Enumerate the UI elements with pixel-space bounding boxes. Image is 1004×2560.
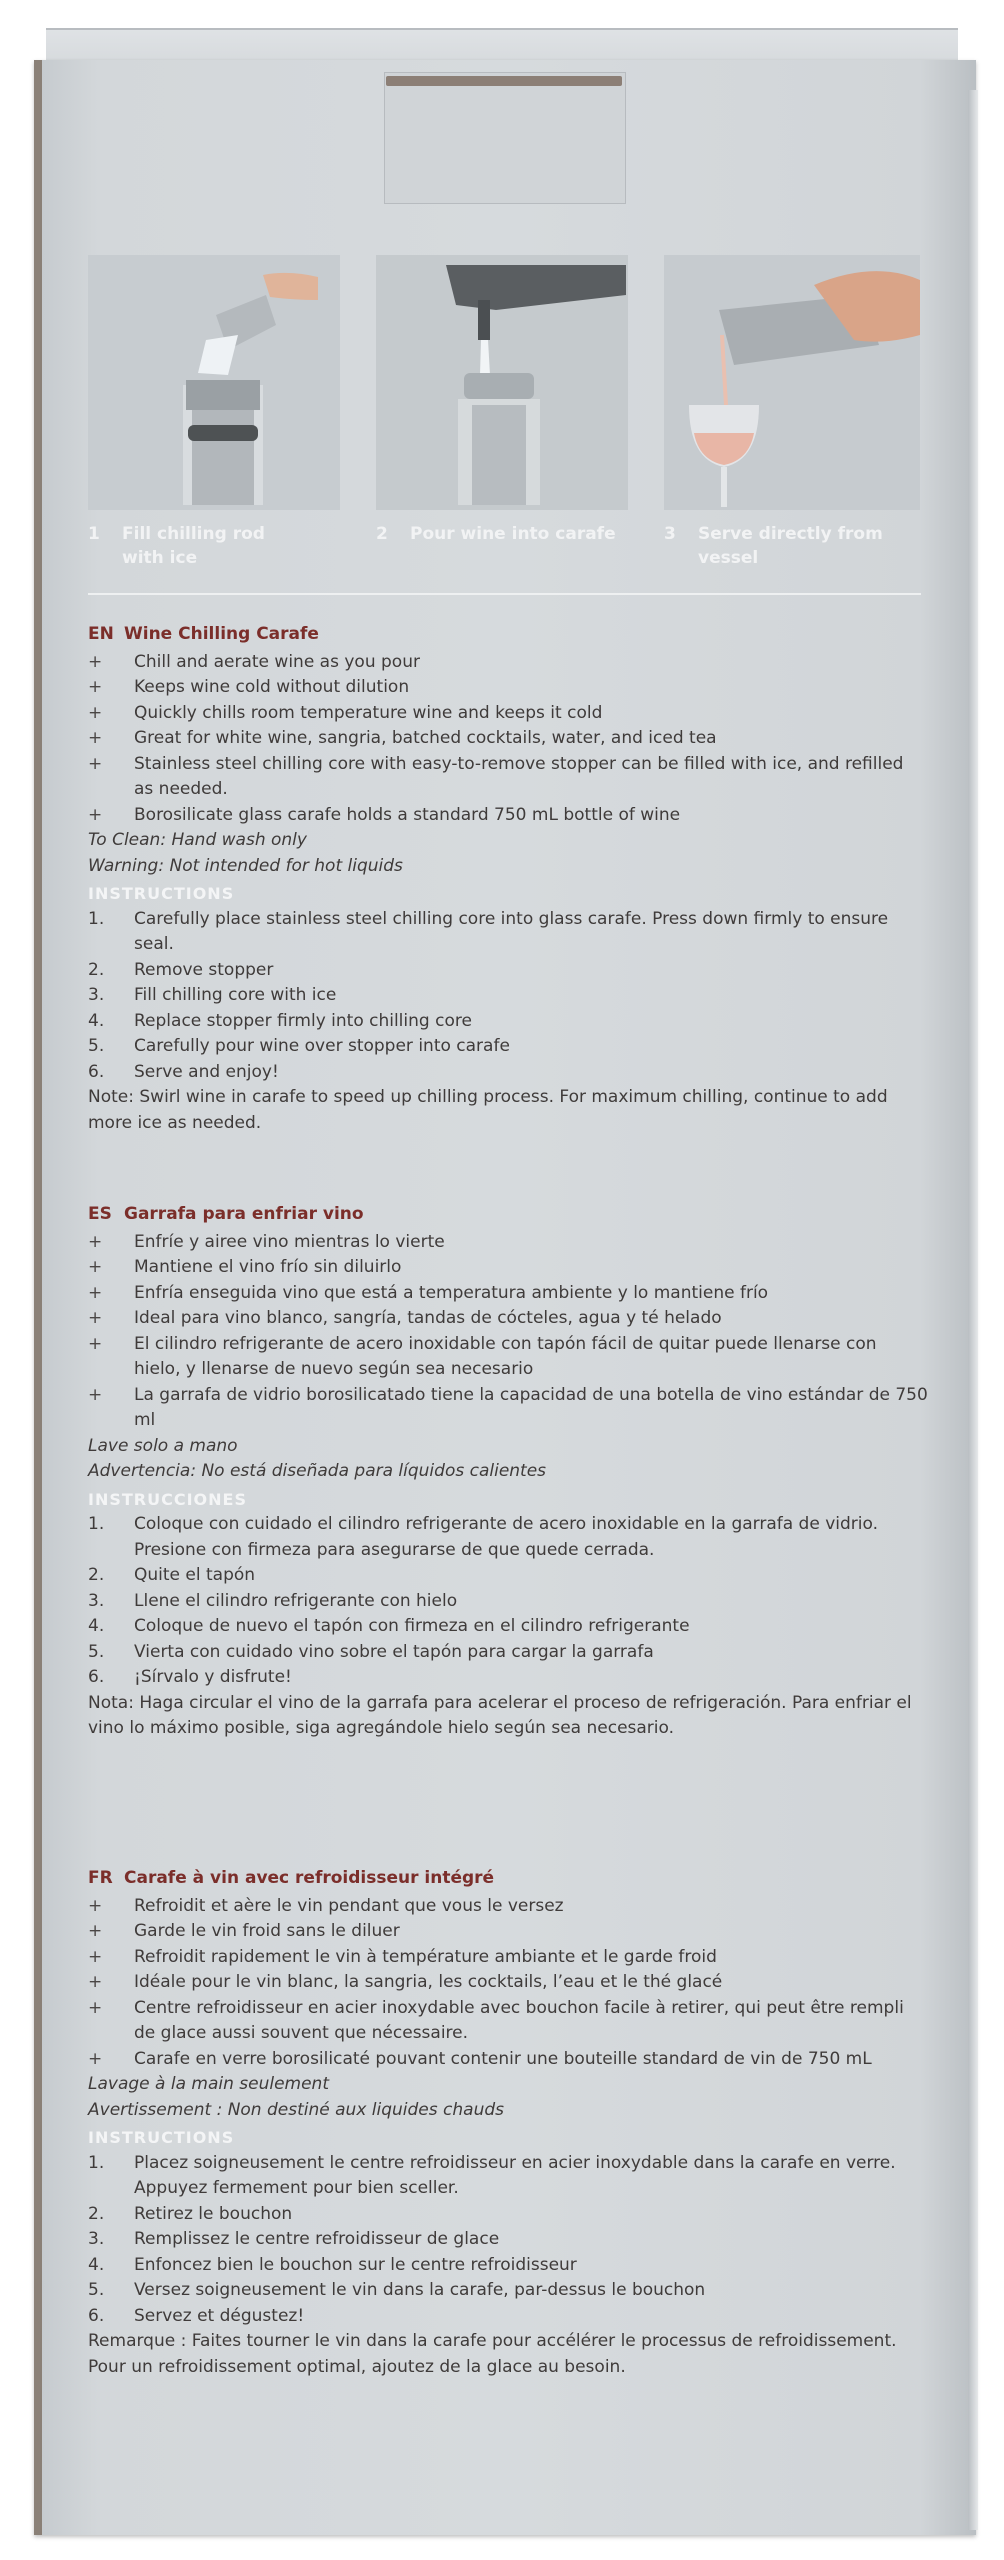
instruction-step-text: Replace stopper firmly into chilling core — [134, 1010, 472, 1031]
step-2-caption — [376, 522, 636, 546]
step-2-photo — [376, 255, 628, 510]
box-tuck-tab — [384, 72, 626, 204]
instruction-step — [88, 2278, 928, 2304]
section-en-heading — [88, 622, 928, 648]
step-1-photo — [88, 255, 340, 510]
instruction-step — [88, 2304, 928, 2330]
language-code-es: ES — [88, 1204, 112, 1224]
feature-item: + Keeps wine cold without dilution — [88, 675, 928, 701]
care-note-fr: Lavage à la main seulement — [88, 2074, 329, 2094]
instruction-step-number: 5. — [88, 1641, 105, 1662]
feature-item: + Ideal para vino blanco, sangría, tandas de cócteles, agua y té helado — [88, 1306, 928, 1332]
section-en-title: Wine Chilling Carafe — [124, 624, 319, 644]
instruction-step-text: Coloque con cuidado el cilindro refrigerante de acero inoxidable en la garrafa de vidrio. Presione con firmeza para asegurarse de que quede cerrada. — [134, 1514, 878, 1560]
instructions-heading-es: INSTRUCCIONES — [88, 1489, 247, 1509]
care-note-es: Lave solo a mano — [88, 1435, 238, 1456]
instruction-step-text: Servez et dégustez! — [134, 2305, 305, 2326]
feature-item: + Mantiene el vino frío sin diluirlo — [88, 1255, 928, 1281]
instruction-step-number: 4. — [88, 2254, 105, 2275]
warning-fr: Avertissement : Non destiné aux liquides chauds — [88, 2099, 504, 2120]
feature-item: + Borosilicate glass carafe holds a standard 750 mL bottle of wine — [88, 803, 928, 829]
box-slot — [386, 76, 622, 86]
step-1-number: 1 — [88, 524, 100, 544]
instruction-step — [88, 2202, 928, 2228]
instruction-step-number: 2. — [88, 1565, 105, 1585]
instruction-step-number: 1. — [88, 1514, 105, 1534]
feature-item: + Great for white wine, sangria, batched cocktails, water, and iced tea — [88, 726, 928, 752]
divider — [88, 593, 921, 595]
step-3-text: Serve directly from vessel — [698, 524, 883, 568]
step-1-caption — [88, 522, 348, 570]
instruction-step-number: 1. — [88, 908, 105, 929]
instruction-step-number: 5. — [88, 2280, 105, 2300]
instructions-heading-fr: INSTRUCTIONS — [88, 2128, 235, 2147]
instruction-step — [88, 983, 928, 1009]
instruction-step — [88, 2227, 928, 2253]
section-en — [88, 622, 928, 1136]
step-2-number: 2 — [376, 524, 388, 544]
language-code-en: EN — [88, 624, 114, 644]
note-en: Note: Swirl wine in carafe to speed up chilling process. For maximum chilling, continue to add more ice as needed. — [88, 1087, 888, 1133]
section-fr-title: Carafe à vin avec refroidisseur intégré — [124, 1868, 495, 1888]
instruction-step — [88, 1640, 928, 1666]
section-es-title: Garrafa para enfriar vino — [124, 1204, 364, 1224]
feature-item: + La garrafa de vidrio borosilicatado tiene la capacidad de una botella de vino estándar de 750 ml — [88, 1383, 928, 1434]
note-es: Nota: Haga circular el vino de la garrafa para acelerar el proceso de refrigeración. Para enfriar el vino lo máximo posible, siga agregándole hielo según sea necesario. — [88, 1692, 912, 1738]
feature-item: + Chill and aerate wine as you pour — [88, 650, 928, 676]
instruction-step — [88, 1665, 928, 1691]
instruction-step — [88, 1512, 928, 1563]
instruction-step-text: Quite el tapón — [134, 1565, 256, 1585]
instruction-step-number: 4. — [88, 1010, 105, 1031]
instruction-step-number: 3. — [88, 2229, 105, 2249]
warning-en: Warning: Not intended for hot liquids — [88, 855, 403, 876]
instruction-step-text: Serve and enjoy! — [134, 1061, 279, 1082]
instruction-step — [88, 1589, 928, 1615]
feature-item: + Quickly chills room temperature wine and keeps it cold — [88, 701, 928, 727]
instruction-step-text: Llene el cilindro refrigerante con hielo — [134, 1590, 458, 1611]
feature-item: + Stainless steel chilling core with easy-to-remove stopper can be filled with ice, and refilled as needed. — [88, 752, 928, 803]
instruction-step-text: Carefully pour wine over stopper into carafe — [134, 1036, 510, 1056]
instruction-step — [88, 2151, 928, 2202]
instruction-step-number: 6. — [88, 1667, 105, 1687]
instruction-step-number: 5. — [88, 1036, 105, 1056]
instruction-step-number: 3. — [88, 1590, 105, 1611]
instruction-step — [88, 1009, 928, 1035]
instruction-step-number: 3. — [88, 985, 105, 1005]
instruction-step-text: ¡Sírvalo y disfrute! — [134, 1667, 292, 1687]
instruction-step-text: Versez soigneusement le vin dans la carafe, par-dessus le bouchon — [134, 2280, 706, 2300]
instruction-step — [88, 1060, 928, 1086]
feature-item: + Refroidit et aère le vin pendant que vous le versez — [88, 1894, 928, 1920]
feature-list-es — [88, 1230, 928, 1434]
feature-item: + Centre refroidisseur en acier inoxydable avec bouchon facile à retirer, qui peut être rempli de glace aussi souvent que nécessaire. — [88, 1996, 928, 2047]
instructions-list-es — [88, 1512, 928, 1691]
step-1-text: Fill chilling rod with ice — [122, 524, 265, 568]
language-code-fr: FR — [88, 1868, 113, 1888]
feature-list-en — [88, 650, 928, 829]
feature-item: + Enfría enseguida vino que está a temperatura ambiente y lo mantiene frío — [88, 1281, 928, 1307]
instruction-step-number: 6. — [88, 1061, 105, 1082]
instructions-list-en — [88, 907, 928, 1086]
feature-item: + Idéale pour le vin blanc, la sangria, les cocktails, l’eau et le thé glacé — [88, 1970, 928, 1996]
section-fr-heading — [88, 1866, 928, 1892]
instructions-list-fr — [88, 2151, 928, 2330]
step-2-text: Pour wine into carafe — [410, 524, 616, 544]
instruction-step-text: Enfoncez bien le bouchon sur le centre refroidisseur — [134, 2254, 577, 2275]
instruction-step-text: Retirez le bouchon — [134, 2203, 293, 2224]
instruction-step-text: Carefully place stainless steel chilling core into glass carafe. Press down firmly to ensure seal. — [134, 908, 889, 954]
feature-item: + Carafe en verre borosilicaté pouvant contenir une bouteille standard de vin de 750 mL — [88, 2047, 928, 2073]
warning-es: Advertencia: No está diseñada para líquidos calientes — [88, 1461, 547, 1481]
instructions-heading-en: INSTRUCTIONS — [88, 884, 235, 903]
feature-item: + Refroidit rapidement le vin à température ambiante et le garde froid — [88, 1945, 928, 1971]
section-es-heading — [88, 1202, 928, 1228]
step-3-caption — [664, 522, 924, 570]
instruction-step-text: Remplissez le centre refroidisseur de glace — [134, 2229, 500, 2249]
section-es — [88, 1202, 928, 1742]
instruction-step-number: 2. — [88, 959, 105, 980]
feature-item: + Enfríe y airee vino mientras lo vierte — [88, 1230, 928, 1256]
feature-item: + Garde le vin froid sans le diluer — [88, 1919, 928, 1945]
care-note-en: To Clean: Hand wash only — [88, 830, 307, 850]
instruction-step — [88, 1614, 928, 1640]
note-fr: Remarque : Faites tourner le vin dans la carafe pour accélérer le processus de refroidissement. Pour un refroidissement optimal, ajoutez de la glace au besoin. — [88, 2331, 897, 2377]
instruction-step-text: Coloque de nuevo el tapón con firmeza en el cilindro refrigerante — [134, 1616, 690, 1636]
feature-list-fr — [88, 1894, 928, 2073]
instruction-step-number: 2. — [88, 2203, 105, 2224]
instruction-step-number: 4. — [88, 1616, 105, 1636]
box-right-edge — [968, 90, 978, 2530]
instruction-step-text: Fill chilling core with ice — [134, 985, 337, 1005]
section-fr — [88, 1866, 928, 2380]
step-3-number: 3 — [664, 524, 676, 544]
instruction-step-text: Vierta con cuidado vino sobre el tapón para cargar la garrafa — [134, 1641, 654, 1662]
instruction-step-text: Remove stopper — [134, 959, 274, 980]
instruction-step — [88, 1563, 928, 1589]
instruction-step-text: Placez soigneusement le centre refroidisseur en acier inoxydable dans la carafe en verre. Appuyez fermement pour bien sceller. — [134, 2152, 896, 2198]
instruction-step — [88, 907, 928, 958]
instruction-step-number: 6. — [88, 2305, 105, 2326]
feature-item: + El cilindro refrigerante de acero inoxidable con tapón fácil de quitar puede llenarse con hielo, y llenarse de nuevo según sea necesario — [88, 1332, 928, 1383]
instruction-step — [88, 1034, 928, 1060]
step-3-photo — [664, 255, 920, 510]
instruction-step-number: 1. — [88, 2152, 105, 2173]
instruction-step — [88, 2253, 928, 2279]
instruction-step — [88, 958, 928, 984]
